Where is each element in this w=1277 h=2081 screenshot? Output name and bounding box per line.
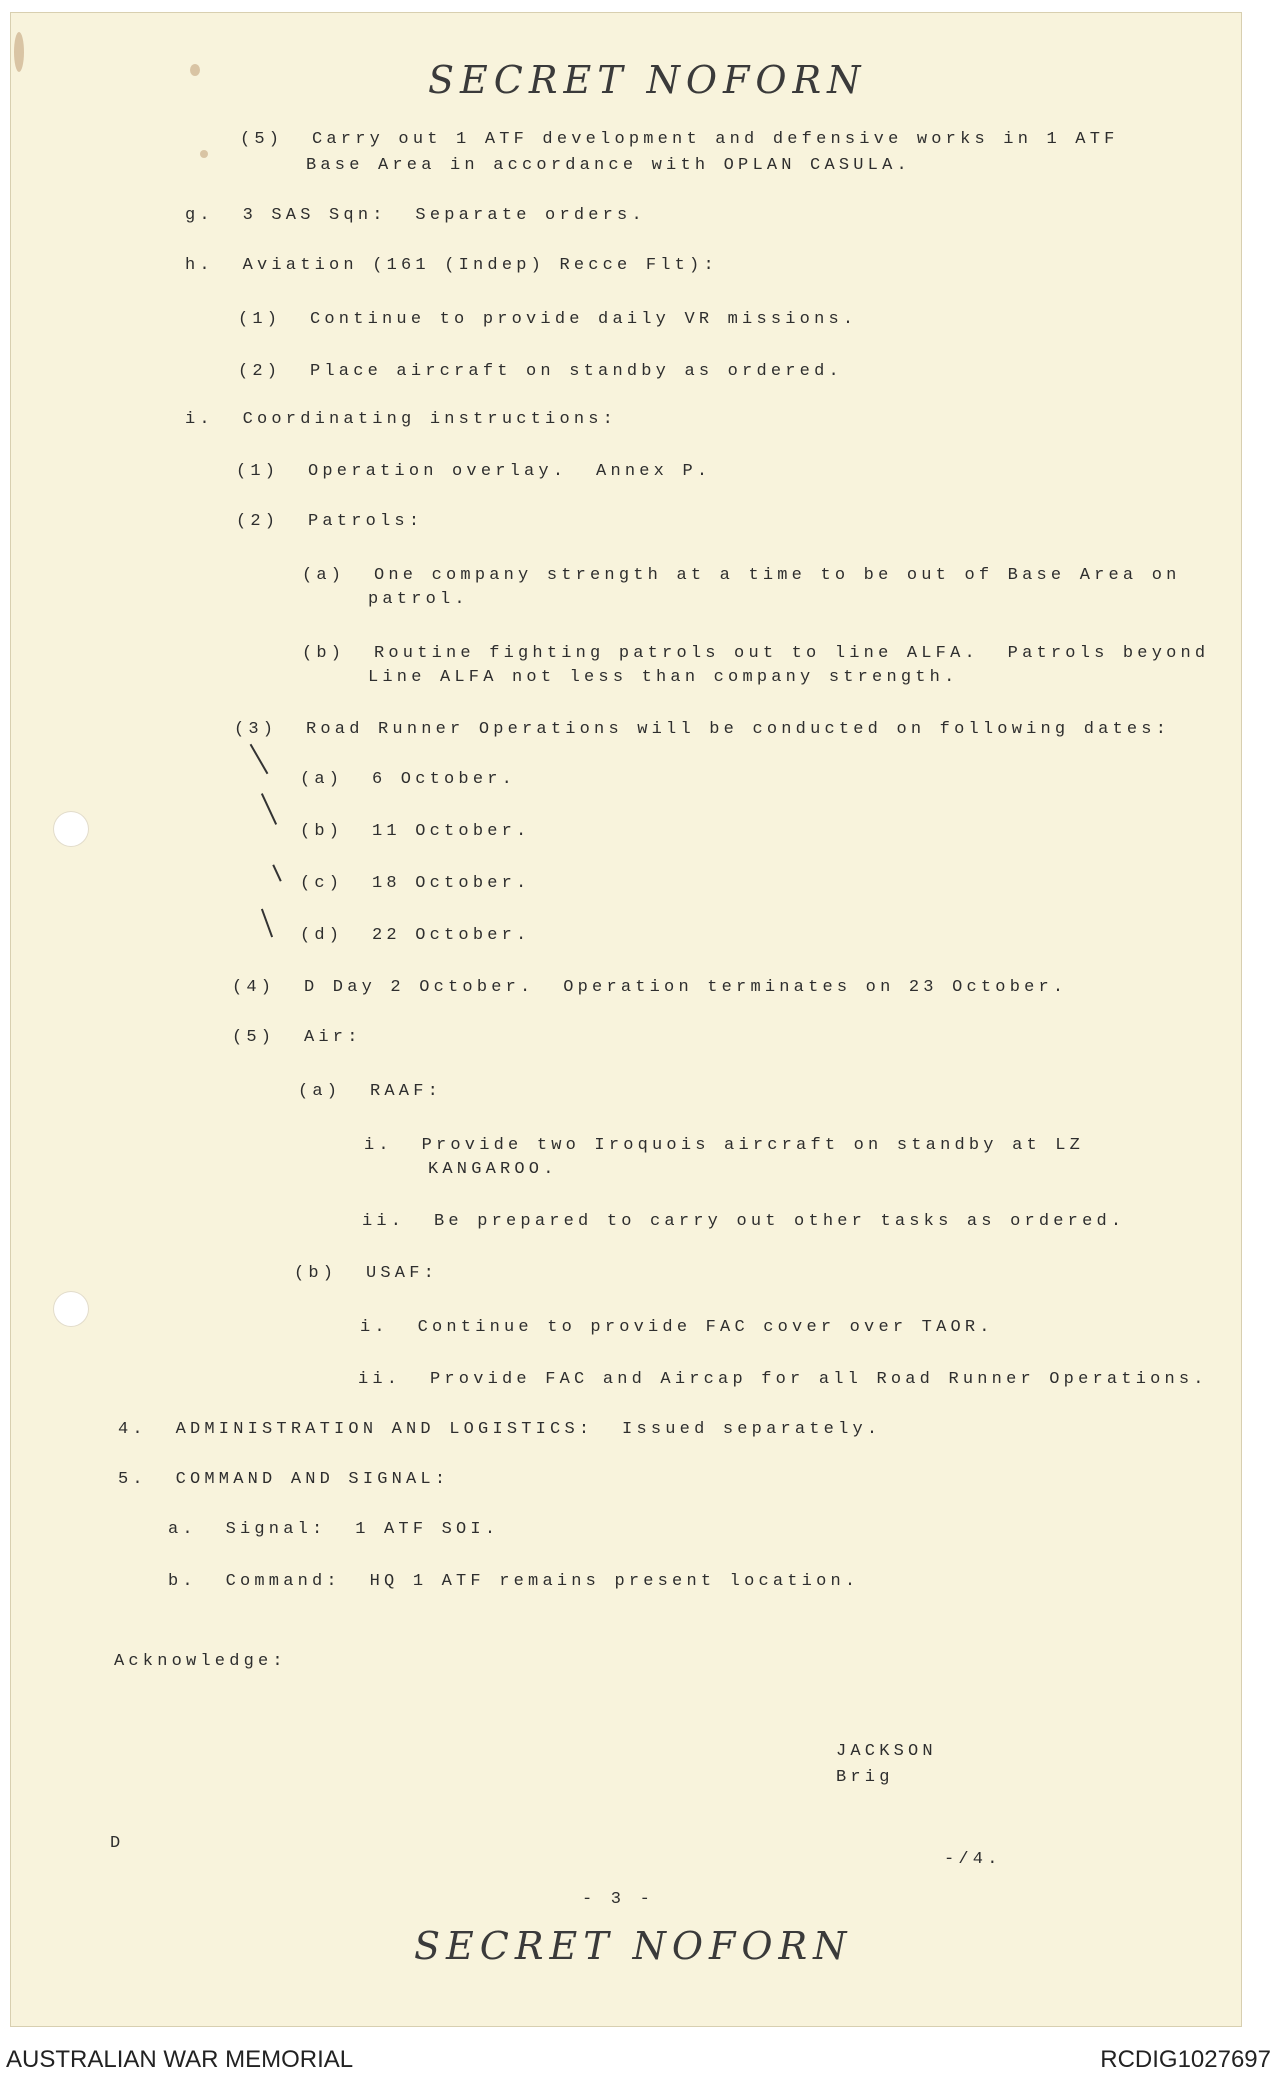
para-3i4: (4) D Day 2 October. Operation terminates on 23 October.: [232, 978, 1068, 997]
para-air-usaf: (b) USAF:: [294, 1264, 439, 1283]
usaf-i: i. Continue to provide FAC cover over TAOR.: [360, 1318, 994, 1337]
para-3h2: (2) Place aircraft on standby as ordered.: [238, 362, 843, 381]
distribution-marker: D: [110, 1834, 125, 1853]
para-3i2a-line2: patrol.: [368, 590, 469, 609]
para-3i: i. Coordinating instructions:: [185, 410, 618, 429]
para-3i2a-line1: (a) One company strength at a time to be out of Base Area on: [302, 566, 1181, 585]
para-3g: g. 3 SAS Sqn: Separate orders.: [185, 206, 646, 225]
para-5: 5. COMMAND AND SIGNAL:: [118, 1470, 450, 1489]
punch-hole: [54, 1292, 88, 1326]
signatory-rank: Brig: [836, 1768, 894, 1787]
para-5b: b. Command: HQ 1 ATF remains present location.: [168, 1572, 860, 1591]
para-3i2b-line1: (b) Routine fighting patrols out to line ALFA. Patrols beyond: [302, 644, 1210, 663]
para-3i1: (1) Operation overlay. Annex P.: [236, 462, 712, 481]
acknowledge: Acknowledge:: [114, 1652, 287, 1671]
para-3i5: (5) Air:: [232, 1028, 362, 1047]
para-air-raaf: (a) RAAF:: [298, 1082, 443, 1101]
page-number: - 3 -: [582, 1890, 655, 1909]
date-a: (a) 6 October.: [300, 770, 517, 789]
classification-header: SECRET NOFORN: [428, 58, 867, 102]
continuation-marker: -/4.: [944, 1850, 1002, 1869]
para-3h1: (1) Continue to provide daily VR missions.: [238, 310, 858, 329]
date-b: (b) 11 October.: [300, 822, 531, 841]
para-3f5-line1: (5) Carry out 1 ATF development and defensive works in 1 ATF: [240, 130, 1119, 149]
date-c: (c) 18 October.: [300, 874, 531, 893]
signatory-name: JACKSON: [836, 1742, 937, 1761]
paper-stain: [190, 64, 200, 76]
raaf-i-line1: i. Provide two Iroquois aircraft on standby at LZ: [364, 1136, 1085, 1155]
usaf-ii: ii. Provide FAC and Aircap for all Road Runner Operations.: [358, 1370, 1208, 1389]
para-3i2b-line2: Line ALFA not less than company strength.: [368, 668, 959, 687]
paper-stain: [14, 32, 24, 72]
archive-reference: RCDIG1027697: [1100, 2046, 1271, 2073]
para-3i2: (2) Patrols:: [236, 512, 424, 531]
para-3h: h. Aviation (161 (Indep) Recce Flt):: [185, 256, 718, 275]
punch-hole: [54, 812, 88, 846]
para-3f5-line2: Base Area in accordance with OPLAN CASULA.: [306, 156, 911, 175]
classification-footer: SECRET NOFORN: [414, 1924, 853, 1968]
para-5a: a. Signal: 1 ATF SOI.: [168, 1520, 500, 1539]
date-d: (d) 22 October.: [300, 926, 531, 945]
para-4: 4. ADMINISTRATION AND LOGISTICS: Issued separately.: [118, 1420, 882, 1439]
para-3i3: (3) Road Runner Operations will be conducted on following dates:: [234, 720, 1171, 739]
paper-stain: [200, 150, 208, 158]
raaf-ii: ii. Be prepared to carry out other tasks as ordered.: [362, 1212, 1126, 1231]
raaf-i-line2: KANGAROO.: [428, 1160, 558, 1179]
archive-credit: AUSTRALIAN WAR MEMORIAL: [6, 2046, 354, 2073]
